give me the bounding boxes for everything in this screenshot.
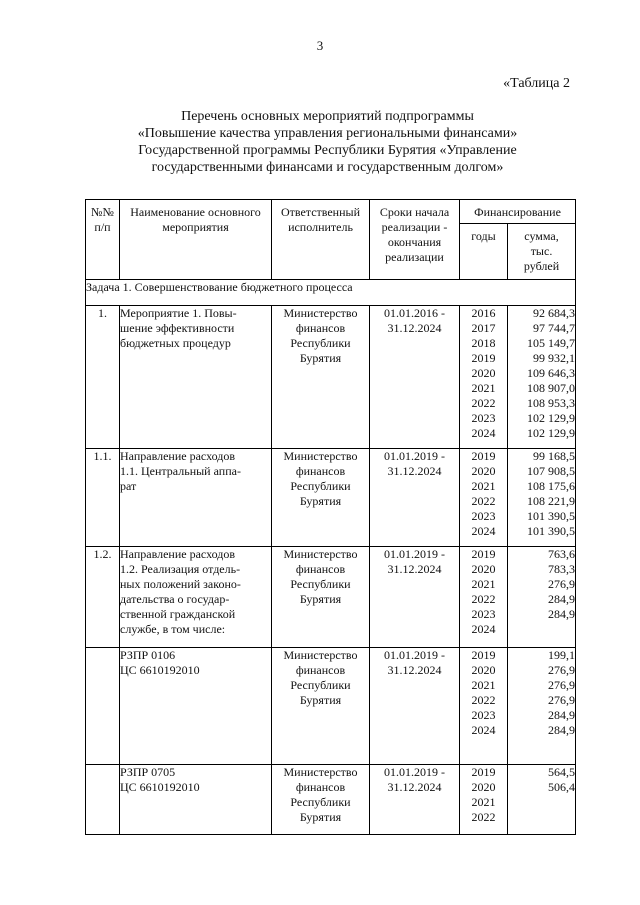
sums-list: 92 684,3 97 744,7 105 149,7 99 932,1 109 646,3 108 907,0 108 953,3 102 129,9 102 129,9: [508, 306, 576, 449]
table-row: [86, 306, 576, 449]
title-line: государственными финансами и государственным долгом»: [151, 160, 504, 175]
activity-name: РЗПР 0705 ЦС 6610192010: [120, 765, 272, 835]
table-label: «Таблица 2: [503, 76, 570, 91]
header-sum: сумма, тыс. рублей: [508, 224, 576, 280]
years-list: 2016 2017 2018 2019 2020 2021 2022 2023 2024: [460, 306, 508, 449]
implementation-period: 01.01.2019 - 31.12.2024: [370, 547, 460, 648]
row-number: 1.: [86, 306, 120, 449]
table-row: [86, 547, 576, 648]
header-dates: Сроки начала реализации - окончания реализации: [370, 200, 460, 280]
row-number: 1.2.: [86, 547, 120, 648]
header-num: №№ п/п: [86, 200, 120, 280]
executor: Министерство финансов Республики Бурятия: [272, 449, 370, 547]
document-title: [80, 108, 575, 176]
title-line: Государственной программы Республики Бурятия «Управление: [138, 143, 517, 158]
sums-list: 199,1 276,9 276,9 276,9 284,9 284,9: [508, 648, 576, 765]
sums-list: 99 168,5 107 908,5 108 175,6 108 221,9 101 390,5 101 390,5: [508, 449, 576, 547]
activity-name: Мероприятие 1. Повы- шение эффективности бюджетных процедур: [120, 306, 272, 449]
executor: Министерство финансов Республики Бурятия: [272, 765, 370, 835]
title-line: «Повышение качества управления региональными финансами»: [137, 126, 518, 141]
implementation-period: 01.01.2019 - 31.12.2024: [370, 765, 460, 835]
header-name: Наименование основного мероприятия: [120, 200, 272, 280]
sums-list: 564,5 506,4: [508, 765, 576, 835]
implementation-period: 01.01.2019 - 31.12.2024: [370, 449, 460, 547]
activity-name: Направление расходов 1.1. Центральный аппа- рат: [120, 449, 272, 547]
executor: Министерство финансов Республики Бурятия: [272, 306, 370, 449]
implementation-period: 01.01.2019 - 31.12.2024: [370, 648, 460, 765]
row-number: [86, 648, 120, 765]
executor: Министерство финансов Республики Бурятия: [272, 547, 370, 648]
page-number: 3: [316, 38, 324, 53]
years-list: 2019 2020 2021 2022 2023 2024: [460, 648, 508, 765]
activity-name: РЗПР 0106 ЦС 6610192010: [120, 648, 272, 765]
sums-list: 763,6 783,3 276,9 284,9 284,9: [508, 547, 576, 648]
table-row: [86, 648, 576, 765]
header-years: годы: [460, 224, 508, 280]
row-number: 1.1.: [86, 449, 120, 547]
table-row: [86, 449, 576, 547]
header-executor: Ответственный исполнитель: [272, 200, 370, 280]
activity-name: Направление расходов 1.2. Реализация отдель- ных положений законо- дательства о государ- ственной гражданской службе, в том числе:: [120, 547, 272, 648]
activities-table: [85, 199, 576, 835]
years-list: 2019 2020 2021 2022 2023 2024: [460, 547, 508, 648]
table-row: [86, 765, 576, 835]
task-row: Задача 1. Совершенствование бюджетного процесса: [86, 280, 576, 306]
header-financing: Финансирование: [460, 200, 576, 224]
title-line: Перечень основных мероприятий подпрограммы: [181, 109, 474, 124]
row-number: [86, 765, 120, 835]
executor: Министерство финансов Республики Бурятия: [272, 648, 370, 765]
years-list: 2019 2020 2021 2022: [460, 765, 508, 835]
years-list: 2019 2020 2021 2022 2023 2024: [460, 449, 508, 547]
implementation-period: 01.01.2016 - 31.12.2024: [370, 306, 460, 449]
